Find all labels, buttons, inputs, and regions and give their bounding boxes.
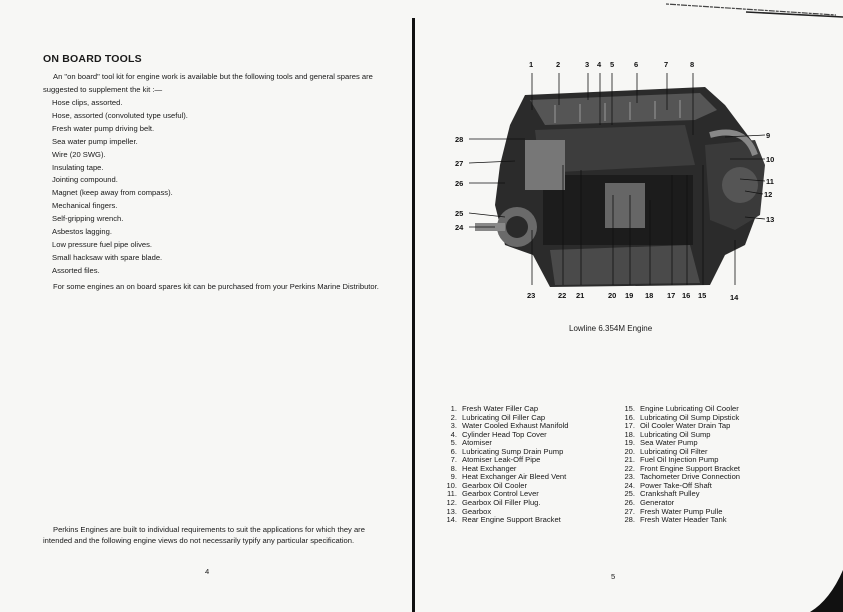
callout-5: 5 xyxy=(610,60,615,69)
callout-23: 23 xyxy=(527,291,536,300)
callout-27: 27 xyxy=(455,159,464,168)
callout-24: 24 xyxy=(455,223,464,232)
legend-item: 20. Lubricating Oil Filter xyxy=(624,446,708,456)
page-title: ON BOARD TOOLS xyxy=(43,53,142,65)
legend-item: 22. Front Engine Support Bracket xyxy=(624,463,741,473)
callout-28: 28 xyxy=(455,135,464,144)
figure-caption: Lowline 6.354M Engine xyxy=(569,324,653,333)
engine-icon xyxy=(475,87,765,287)
callout-12: 12 xyxy=(764,190,773,199)
legend-item: 16. Lubricating Oil Sump Dipstick xyxy=(624,412,740,422)
list-item: Low pressure fuel pipe olives. xyxy=(52,239,153,249)
legend-item: 23. Tachometer Drive Connection xyxy=(624,472,741,482)
callout-14: 14 xyxy=(730,293,739,302)
callout-6: 6 xyxy=(634,60,639,69)
legend-item: 15. Engine Lubricating Oil Cooler xyxy=(624,404,739,413)
callout-11: 11 xyxy=(766,177,774,186)
callout-2: 2 xyxy=(556,60,561,69)
legend-item: 9. Heat Exchanger Air Bleed Vent xyxy=(450,472,567,482)
legend-item: 4. Cylinder Head Top Cover xyxy=(450,429,547,439)
legend-item: 24. Power Take-Off Shaft xyxy=(624,480,712,490)
callout-17: 17 xyxy=(667,291,676,300)
legend-item: 18. Lubricating Oil Sump xyxy=(624,429,711,439)
callout-22: 22 xyxy=(558,291,567,300)
page-corner-shadow xyxy=(800,570,843,612)
legend-item: 2. Lubricating Oil Filler Cap xyxy=(450,412,546,422)
tools-list xyxy=(52,97,188,278)
legend-item: 19. Sea Water Pump xyxy=(624,438,698,448)
legend-item: 7. Atomiser Leak-Off Pipe xyxy=(450,455,541,465)
legend-column-left xyxy=(441,405,569,525)
legend-item: 17. Oil Cooler Water Drain Tap xyxy=(624,421,731,431)
legend-column-right xyxy=(619,405,740,525)
callout-19: 19 xyxy=(625,291,634,300)
left-page xyxy=(0,0,413,612)
list-item: Hose clips, assorted. xyxy=(52,98,123,107)
callout-15: 15 xyxy=(698,291,707,300)
callout-16: 16 xyxy=(682,291,691,300)
legend-item: 25. Crankshaft Pulley xyxy=(624,489,700,499)
list-item: Hose, assorted (convoluted type useful). xyxy=(52,110,188,120)
list-item: Self-gripping wrench. xyxy=(52,214,124,224)
engine-illustration xyxy=(455,55,785,305)
list-item: Asbestos lagging. xyxy=(52,227,112,237)
list-item: Assorted files. xyxy=(52,265,100,275)
page-number-left: 4 xyxy=(205,567,210,576)
legend-item: 10. Gearbox Oil Cooler xyxy=(446,480,527,490)
callout-10: 10 xyxy=(766,155,775,164)
legend-item: 27. Fresh Water Pump Pulle xyxy=(624,506,723,516)
legend-item: 28. Fresh Water Header Tank xyxy=(624,515,727,525)
callout-7: 7 xyxy=(664,60,669,69)
legend-item: 13. Gearbox xyxy=(446,506,492,516)
callout-25: 25 xyxy=(455,209,464,218)
callout-8: 8 xyxy=(690,60,695,69)
intro-paragraph: An "on board" tool kit for engine work is available but the following tools and general spares are suggested to supplement the kit :— xyxy=(43,72,373,94)
list-item: Mechanical fingers. xyxy=(52,201,118,211)
callout-13: 13 xyxy=(766,215,775,224)
list-item: Small hacksaw with spare blade. xyxy=(52,252,163,262)
callout-20: 20 xyxy=(608,291,617,300)
book-gutter xyxy=(412,18,415,612)
legend-item: 21. Fuel Oil Injection Pump xyxy=(624,455,719,465)
callout-26: 26 xyxy=(455,179,464,188)
callout-21: 21 xyxy=(576,291,585,300)
legend-item: 3. Water Cooled Exhaust Manifold xyxy=(450,421,569,431)
legend-item: 11. Gearbox Control Lever xyxy=(447,489,539,499)
legend-item: 26. Generator xyxy=(624,498,675,508)
legend-item: 6. Lubricating Sump Drain Pump xyxy=(450,446,564,456)
list-item: Jointing compound. xyxy=(52,175,118,185)
page-number-right: 5 xyxy=(611,572,616,581)
legend-item: 12. Gearbox Oil Filler Plug. xyxy=(446,498,541,508)
list-item: Magnet (keep away from compass). xyxy=(52,188,173,198)
legend-item: 14. Rear Engine Support Bracket xyxy=(446,515,561,525)
spares-note: For some engines an on board spares kit can be purchased from your Perkins Marine Distributor. xyxy=(53,282,379,291)
callout-3: 3 xyxy=(585,60,590,69)
callout-1: 1 xyxy=(529,60,534,69)
list-item: Wire (20 SWG). xyxy=(52,149,106,159)
legend-item: 5. Atomiser xyxy=(450,438,492,448)
callout-9: 9 xyxy=(766,131,771,140)
legend-item: 1. Fresh Water Filler Cap xyxy=(450,404,539,413)
callout-4: 4 xyxy=(597,60,602,69)
footer-note: Perkins Engines are built to individual requirements to suit the applications for which they are intended and the following engine views do not necessarily typify any particular specification. xyxy=(43,525,365,545)
list-item: Fresh water pump driving belt. xyxy=(52,123,155,133)
callout-18: 18 xyxy=(645,291,654,300)
list-item: Sea water pump impeller. xyxy=(52,136,138,146)
list-item: Insulating tape. xyxy=(52,162,104,172)
legend-item: 8. Heat Exchanger xyxy=(450,463,517,473)
